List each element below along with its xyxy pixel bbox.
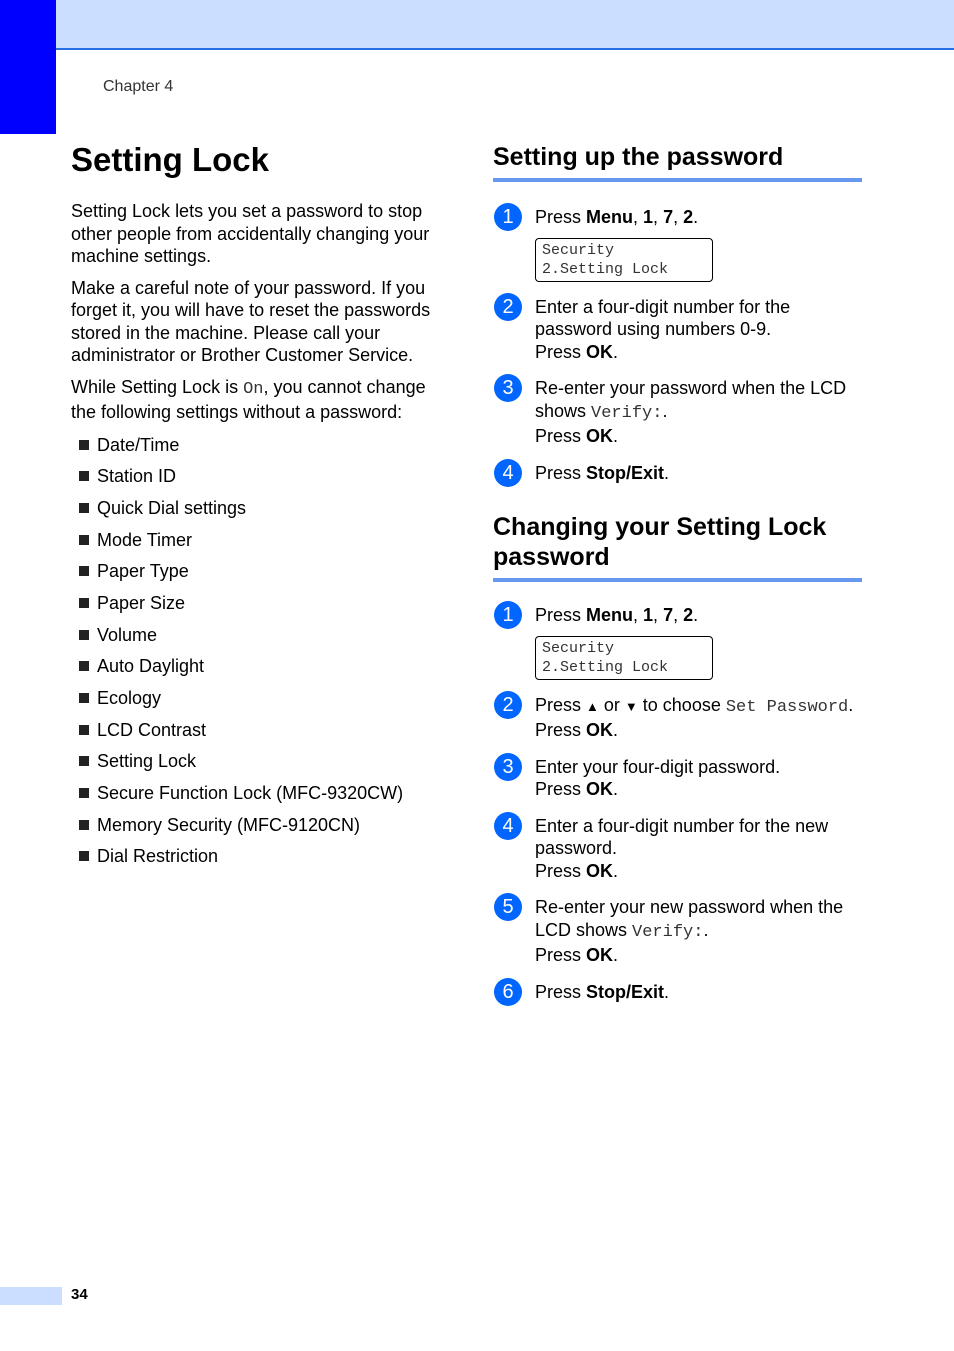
step-text [535,944,862,967]
bullet-square-icon [79,725,89,735]
list-item [71,782,443,804]
settings-paragraph [71,376,443,424]
step-text [535,462,862,485]
page-title: Setting Lock [71,141,270,178]
step-item [493,377,862,448]
text: Press [535,694,587,715]
locked-settings-list [71,434,443,868]
bullet-square-icon [79,503,89,513]
list-item [71,560,443,582]
text: Press [535,207,587,227]
text: , [633,207,644,227]
text: . [613,860,619,881]
text: . [662,400,668,421]
text: Press [535,860,587,881]
bullet-square-icon [79,598,89,608]
ok-key: OK [586,341,614,362]
text: , [653,605,664,625]
key: 1 [643,605,654,625]
step-item [493,604,862,680]
list-item [71,624,443,646]
text: Press [535,720,587,740]
step-text [535,981,862,1004]
step-text [535,206,862,229]
lcd-line: Security [542,639,615,657]
text: . [693,207,699,227]
text: While Setting Lock is [71,376,244,397]
text: , [673,207,684,227]
text: Press [535,779,587,799]
lcd-text: Verify: [591,403,663,423]
list-item [71,750,443,772]
key: 7 [663,207,674,227]
lcd-text: Set Password [725,697,849,717]
step-number-icon: 3 [494,374,522,402]
step-text [535,860,862,883]
key: 2 [683,605,694,625]
footer-band [0,1287,62,1305]
step-text: Enter your four-digit password. [535,756,781,777]
lcd-line: 2.Setting Lock [542,260,669,278]
text: . [664,462,670,483]
list-item [71,719,443,741]
text: . [613,426,619,446]
step-text: Enter a four-digit number for the new password. [535,815,829,858]
step-number-icon: 2 [494,293,522,321]
text: , you cannot change the following settings without a password: [71,376,426,422]
text: , [633,605,644,625]
lcd-display [535,238,713,282]
ok-key: OK [586,860,614,881]
ok-key: OK [586,426,614,446]
list-item-label: Quick Dial settings [97,497,247,518]
bullet-square-icon [79,820,89,830]
bullet-square-icon [79,661,89,671]
list-item [71,814,443,836]
text: , [673,605,684,625]
text: Re-enter your password when the LCD shows [535,378,847,421]
ok-key: OK [586,720,614,740]
step-text [535,341,862,364]
step-number-icon: 3 [494,753,522,781]
lcd-line: Security [542,241,615,259]
left-column [71,140,443,877]
list-item-label: Paper Type [97,561,189,582]
list-item-label: Date/Time [97,434,180,455]
list-item-label: Paper Size [97,592,186,613]
step-item [493,756,862,801]
step-text: Enter a four-digit number for the password using numbers 0-9. [535,296,791,339]
step-item [493,296,862,364]
text: . [703,919,709,940]
list-item [71,845,443,867]
page-number: 34 [71,1286,88,1303]
lcd-text: Verify: [632,922,704,942]
text: . [613,720,619,740]
step-number-icon: 4 [494,459,522,487]
list-item-label: Station ID [97,466,177,487]
step-text [535,896,862,944]
list-item [71,434,443,456]
key: 2 [683,207,694,227]
step-number-icon: 4 [494,812,522,840]
menu-key: Menu [586,207,634,227]
step-number-icon: 6 [494,978,522,1006]
up-arrow-icon: ▲ [586,698,599,714]
lcd-display [535,636,713,680]
bullet-square-icon [79,440,89,450]
step-item [493,896,862,967]
step-number-icon: 5 [494,893,522,921]
text: , [653,207,664,227]
right-column [493,142,862,1017]
bullet-square-icon [79,630,89,640]
list-item [71,592,443,614]
stop-exit-key: Stop/Exit [586,462,665,483]
text: Press [535,426,587,446]
ok-key: OK [586,779,614,799]
text: Press [535,462,587,483]
bullet-square-icon [79,535,89,545]
bullet-square-icon [79,693,89,703]
step-number-icon: 1 [494,203,522,231]
step-text [535,719,862,742]
text: . [613,341,619,362]
step-item [493,206,862,282]
bullet-square-icon [79,788,89,798]
chapter-tab [0,0,56,134]
intro-paragraph: Setting Lock lets you set a password to stop other people from accidentally changing your machine settings. [71,201,430,266]
list-item-label: Ecology [97,688,162,708]
bullet-square-icon [79,566,89,576]
bullet-square-icon [79,756,89,766]
list-item-label: Memory Security (MFC-9120CN) [97,814,361,835]
down-arrow-icon: ▼ [624,698,638,714]
list-item [71,465,443,487]
step-text [535,778,862,801]
lcd-text: On [243,379,264,399]
text: . [693,605,699,625]
step-number-icon: 1 [494,601,522,629]
list-item-label: Secure Function Lock (MFC-9320CW) [97,783,404,804]
list-item-label: Auto Daylight [97,656,205,677]
section-title-setup: Setting up the password [493,142,862,182]
step-item [493,462,862,485]
key: 7 [663,605,674,625]
ok-key: OK [586,945,614,965]
text: to choose [637,694,726,715]
list-item [71,687,443,709]
text: . [613,945,619,965]
step-text [535,694,862,720]
list-item [71,497,443,519]
text: Press [535,945,587,965]
step-item [493,815,862,883]
text: Re-enter your new password when the LCD shows [535,897,844,940]
step-text [535,377,862,425]
note-paragraph: Make a careful note of your password. If you forget it, you will have to reset the passwords stored in the machine. Please call your administrator or Brother Customer Service. [71,277,431,365]
text: . [848,694,854,715]
section-title-change: Changing your Setting Lock password [493,512,862,582]
text: Press [535,605,587,625]
bullet-square-icon [79,851,89,861]
key: 1 [643,207,654,227]
step-number-icon: 2 [494,691,522,719]
text: or [598,694,625,715]
list-item-label: Setting Lock [97,751,197,772]
step-text [535,604,862,627]
step-item [493,694,862,742]
header-band [0,0,954,50]
list-item [71,655,443,677]
list-item [71,529,443,551]
text: Press [535,341,587,362]
menu-key: Menu [586,605,634,625]
list-item-label: Mode Timer [97,529,193,550]
stop-exit-key: Stop/Exit [586,981,665,1002]
chapter-label: Chapter 4 [103,78,174,95]
text: . [664,981,670,1002]
list-item-label: LCD Contrast [97,719,207,740]
step-text [535,425,862,448]
text: Press [535,981,587,1002]
text: . [613,779,619,799]
bullet-square-icon [79,471,89,481]
step-item [493,981,862,1004]
list-item-label: Dial Restriction [97,846,219,867]
lcd-line: 2.Setting Lock [542,658,669,676]
list-item-label: Volume [97,624,158,645]
